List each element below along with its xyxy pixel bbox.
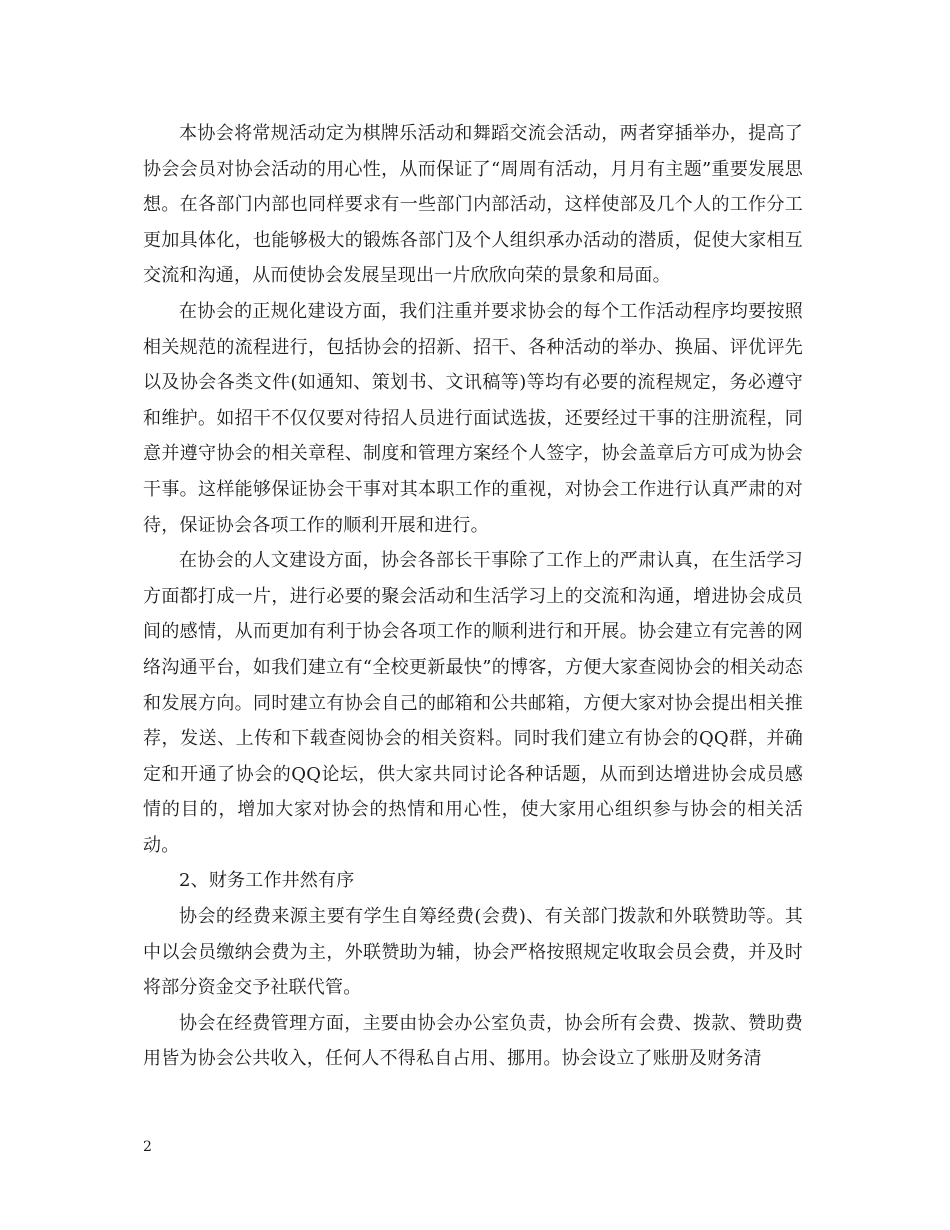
paragraph-standardization: 在协会的正规化建设方面，我们注重并要求协会的每个工作活动程序均要按照相关规范的流程进行，包括协会的招新、招干、各种活动的举办、换届、评优评先以及协会各类文件(如通知、策划书、文讯稿等)等均有必要的流程规定，务必遵守和维护。如招干不仅仅要对待招人员进行面试选拔，还要经过干事的注册流程，同意并遵守协会的相关章程、制度和管理方案经个人签字，协会盖章后方可成为协会干事。这样能够保证协会干事对其本职工作的重视，对协会工作进行认真严肃的对待，保证协会各项工作的顺利开展和进行。 [143,300,803,536]
paragraph-fund-management: 协会在经费管理方面，主要由协会办公室负责，协会所有会费、拨款、赞助费用皆为协会公共收入，任何人不得私自占用、挪用。协会设立了账册及财务清 [143,1012,803,1070]
document-body [143,116,803,1077]
paragraph-regular-activities: 本协会将常规活动定为棋牌乐活动和舞蹈交流会活动，两者穿插举办，提高了协会会员对协会活动的用心性，从而保证了“周周有活动，月月有主题”重要发展思想。在各部门内部也同样要求有一些部门内部活动，这样使部及几个人的工作分工更加具体化，也能够极大的锻炼各部门及个人组织承办活动的潜质，促使大家相互交流和沟通，从而使协会发展呈现出一片欣欣向荣的景象和局面。 [143,123,803,287]
paragraph-humanistic-building: 在协会的人文建设方面，协会各部长干事除了工作上的严肃认真，在生活学习方面都打成一片，进行必要的聚会活动和生活学习上的交流和沟通，增进协会成员间的感情，从而更加有利于协会各项工作的顺利进行和开展。协会建立有完善的网络沟通平台，如我们建立有“全校更新最快”的博客，方便大家查阅协会的相关动态和发展方向。同时建立有协会自己的邮箱和公共邮箱，方便大家对协会提出相关推荐，发送、上传和下载查阅协会的相关资料。同时我们建立有协会的QQ群，并确定和开通了协会的QQ论坛，供大家共同讨论各种话题，从而到达增进协会成员感情的目的，增加大家对协会的热情和用心性，使大家用心组织参与协会的相关活动。 [143,550,803,856]
paragraph-funding-sources: 协会的经费来源主要有学生自筹经费(会费)、有关部门拨款和外联赞助等。其中以会员缴纳会费为主，外联赞助为辅，协会严格按照规定收取会员会费，并及时将部分资金交予社联代管。 [143,906,803,999]
section-heading-finance: 2、财务工作井然有序 [179,870,355,892]
page-number: 2 [143,1139,152,1155]
